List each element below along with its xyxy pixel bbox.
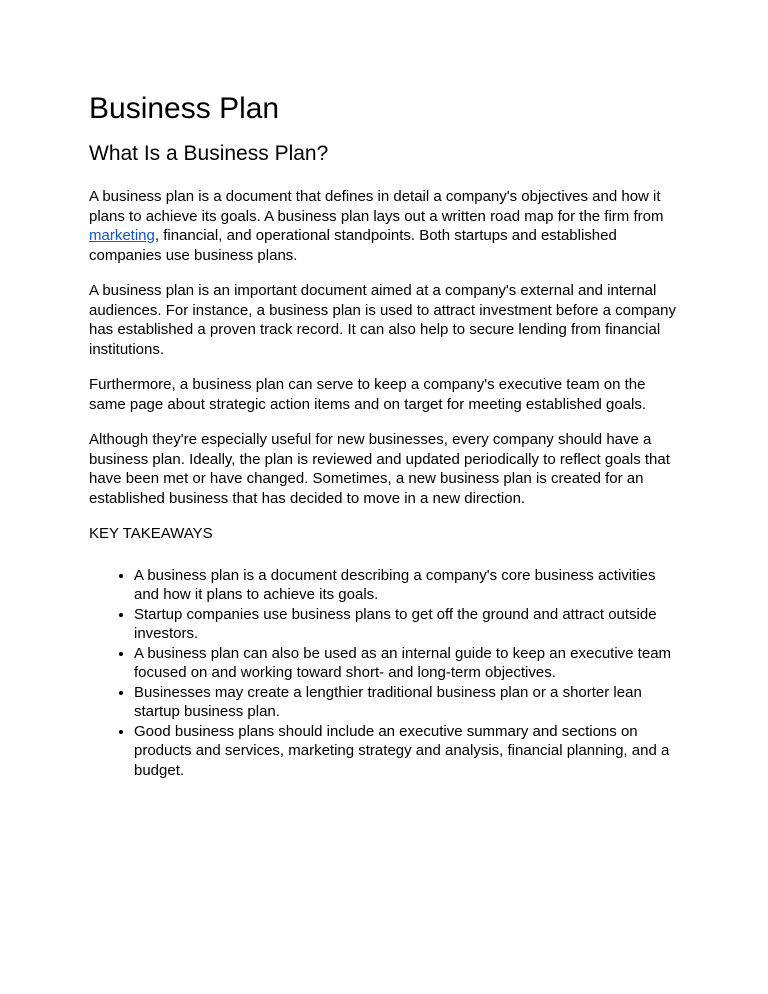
takeaway-item: Startup companies use business plans to get off the ground and attract outside investors. [134, 605, 677, 644]
takeaway-item: Businesses may create a lengthier traditional business plan or a shorter lean startup business plan. [134, 683, 677, 722]
paragraph-3: Furthermore, a business plan can serve to keep a company's executive team on the same page about strategic action items and on target for meeting established goals. [89, 376, 646, 413]
takeaway-item: Good business plans should include an executive summary and sections on products and services, marketing strategy and analysis, financial planning, and a budget. [134, 722, 677, 781]
takeaway-item: A business plan can also be used as an internal guide to keep an executive team focused on and working toward short- and long-term objectives. [134, 644, 677, 683]
paragraph-2: A business plan is an important document aimed at a company's external and internal audiences. For instance, a business plan is used to attract investment before a company has established a proven track record. It can also help to secure lending from financial institutions. [89, 282, 676, 358]
key-takeaways-heading: KEY TAKEAWAYS [89, 525, 213, 542]
paragraph-1-text-before-link: A business plan is a document that defines in detail a company's objectives and how it plans to achieve its goals. A business plan lays out a written road map for the firm from [89, 188, 664, 225]
paragraph-4: Although they're especially useful for new businesses, every company should have a business plan. Ideally, the plan is reviewed and updated periodically to reflect goals that have been met or have changed. Sometimes, a new business plan is created for an established business that has decided to move in a new direction. [89, 431, 670, 507]
document-title: Business Plan [89, 92, 280, 125]
paragraph-1-text-after-link: , financial, and operational standpoints. Both startups and established companies use business plans. [89, 227, 617, 264]
marketing-link[interactable]: marketing [89, 227, 155, 244]
takeaway-item: A business plan is a document describing a company's core business activities and how it plans to achieve its goals. [134, 566, 677, 605]
section-heading: What Is a Business Plan? [89, 142, 329, 165]
takeaways-list [89, 566, 677, 781]
paragraph-1 [89, 187, 677, 265]
